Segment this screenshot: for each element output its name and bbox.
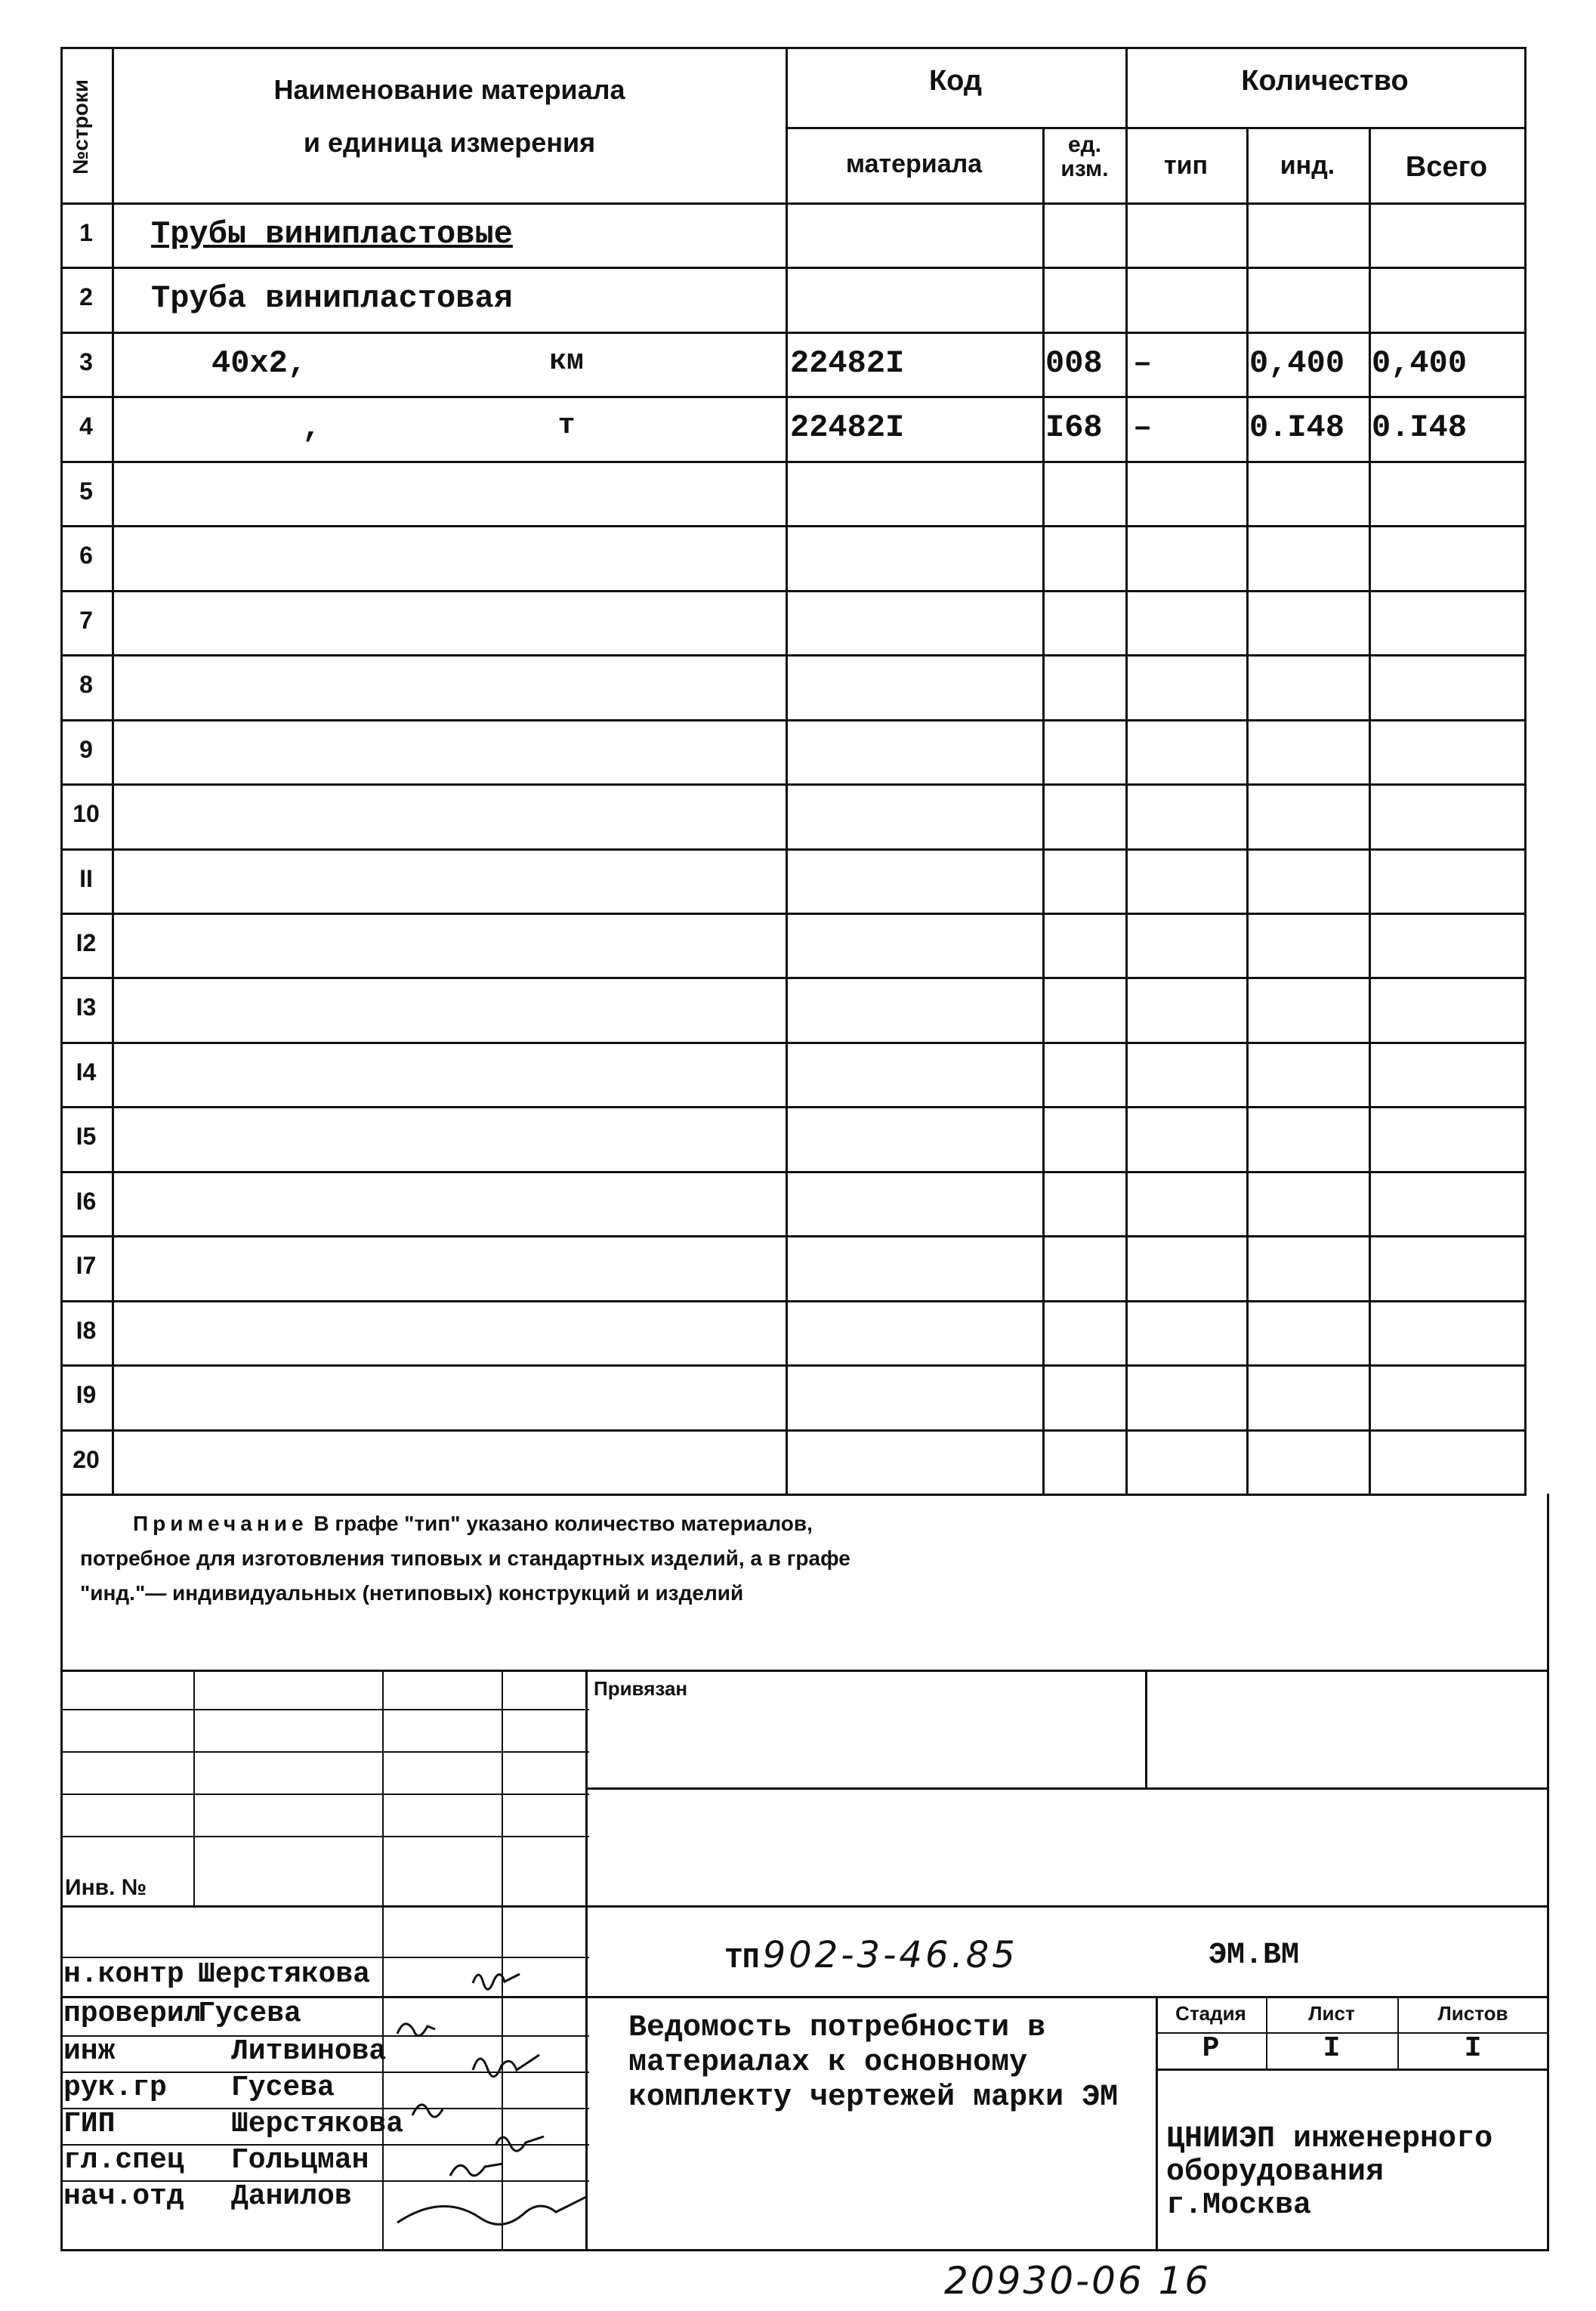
signature-role: проверил (63, 1997, 202, 2030)
signature-name: Данилов (231, 2180, 352, 2213)
row-number: 1 (79, 219, 93, 246)
sheets-value: I (1464, 2032, 1482, 2065)
material-code: 22482I (790, 409, 905, 446)
quantity-total: 0.I48 (1372, 409, 1468, 446)
row-number: 5 (79, 477, 93, 505)
code-material-header: материала (845, 150, 983, 178)
signature-name: Шерстякова (198, 1958, 371, 1991)
note-block (80, 1506, 911, 1611)
row-number: I5 (76, 1123, 97, 1151)
row-number: II (79, 864, 93, 892)
signature-name: Литвинова (231, 2035, 387, 2068)
row-number: 3 (79, 348, 93, 375)
material-code: 22482I (790, 344, 905, 382)
row-number: I9 (76, 1381, 97, 1409)
row-number: 6 (79, 542, 93, 570)
quantity-ind: 0,400 (1249, 344, 1345, 382)
row-number: I8 (76, 1316, 97, 1344)
note-lead: Примечание (133, 1512, 308, 1535)
inventory-number-label: Инв. № (65, 1875, 147, 1900)
signature-role: нач.отд (63, 2180, 184, 2213)
row-number: 20 (73, 1445, 100, 1473)
quantity-header: Количество (1241, 65, 1409, 97)
unit-label: т (557, 409, 576, 443)
sheet-label: Лист (1308, 2002, 1355, 2025)
quantity-total: 0,400 (1372, 344, 1468, 382)
signature-role: гл.спец (63, 2144, 184, 2177)
unit-code: I68 (1045, 409, 1103, 446)
quantity-type-header: тип (1163, 151, 1209, 180)
row-number: 8 (79, 671, 93, 699)
document-mark: ЭМ.ВМ (1209, 1939, 1300, 1973)
privyazan-label: Привязан (594, 1677, 688, 1700)
row-number: 2 (79, 283, 93, 311)
signature-name: Гольцман (231, 2144, 369, 2177)
code-unit-header: ед. изм. (1060, 132, 1109, 181)
material-name: Труба винипластовая (151, 280, 513, 317)
signature-name: Гусева (231, 2072, 335, 2104)
quantity-ind-header: инд. (1280, 151, 1335, 180)
row-number: 9 (79, 735, 93, 763)
row-number: I6 (76, 1187, 97, 1215)
organization: ЦНИИЭП инженерного оборудования г.Москва (1166, 2122, 1493, 2223)
code-header: Код (928, 65, 983, 97)
signature-role: инж (63, 2035, 116, 2068)
quantity-ind: 0.I48 (1249, 409, 1345, 446)
note-text: В графе "тип" указано количество материалов, потребное для изготовления типовых и стандартных изделий, а в графе "инд."— индивидуальных (нетиповых) конструкций и изделий (80, 1512, 850, 1605)
footer-number: 20930-06 16 (944, 2259, 1212, 2303)
unit-code: 008 (1045, 344, 1103, 382)
quantity-total-header: Всего (1405, 151, 1488, 183)
quantity-type: – (1133, 409, 1153, 446)
stage-value: Р (1202, 2032, 1220, 2065)
stage-label: Стадия (1175, 2002, 1246, 2025)
row-number: I3 (76, 993, 97, 1021)
signature-role: ГИП (63, 2108, 116, 2140)
row-number: I4 (76, 1058, 97, 1086)
signatures-drawing (382, 1949, 586, 2251)
name-header-line2: и единица измерения (303, 127, 596, 158)
row-number-header: №строки (69, 79, 92, 175)
material-name: , (302, 409, 322, 446)
row-number: I2 (76, 928, 97, 956)
document-number-handwritten: 902-3-46.85 (762, 1934, 1018, 1976)
row-number: 7 (79, 606, 93, 634)
document-title: Ведомость потребности в материалах к основному комплекту чертежей марки ЭМ (628, 2011, 1119, 2115)
material-name: Трубы винипластовые (151, 216, 513, 252)
signature-name: Шерстякова (231, 2108, 404, 2140)
row-number: 4 (79, 412, 93, 440)
quantity-type: – (1133, 344, 1153, 382)
signature-name: Гусева (198, 1997, 301, 2030)
signature-role: рук.гр (63, 2072, 167, 2104)
document-number-prefix: ТП (725, 1944, 760, 1976)
row-number: 10 (73, 800, 100, 828)
name-header-line1: Наименование материала (273, 74, 625, 105)
row-number: I7 (76, 1252, 97, 1280)
unit-label: км (549, 344, 584, 378)
document-number (725, 1934, 1018, 1976)
signature-role: н.контр (63, 1958, 184, 1991)
sheet-value: I (1323, 2032, 1341, 2065)
material-name: 40х2, (211, 344, 307, 382)
sheets-label: Листов (1437, 2002, 1508, 2025)
